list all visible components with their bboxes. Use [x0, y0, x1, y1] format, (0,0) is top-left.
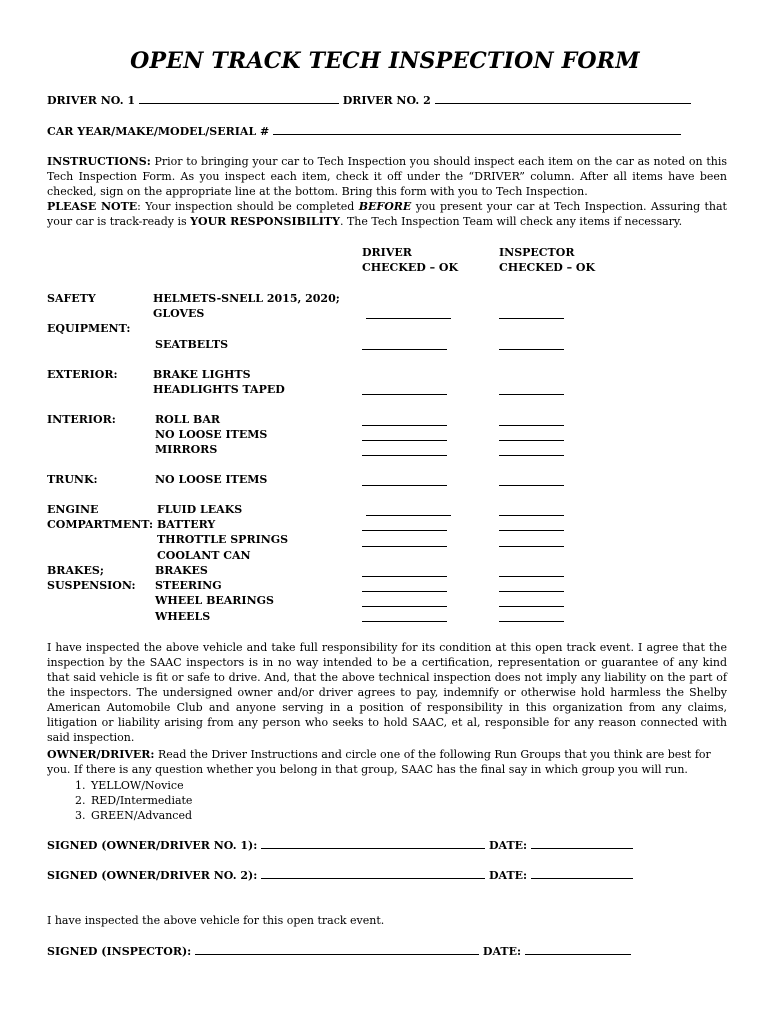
driver-check-headlights[interactable] [362, 394, 447, 395]
note-text-3: . The Tech Inspection Team will check any items if necessary. [339, 215, 683, 228]
signature-row-driver2 [47, 868, 633, 882]
driver-check-steering[interactable] [362, 591, 447, 592]
driver1-field[interactable] [139, 93, 339, 104]
items-seatbelts: SEATBELTS [155, 338, 229, 351]
driver-check-interior-loose-items[interactable] [362, 440, 447, 441]
items-interior: ROLL BAR NO LOOSE ITEMS MIRRORS [155, 413, 268, 457]
instructions-label: INSTRUCTIONS: [47, 155, 151, 168]
driver-column-header [362, 245, 458, 275]
category-exterior: EXTERIOR: [47, 368, 118, 381]
date-driver2-field[interactable] [531, 868, 633, 879]
note-text-1: : Your inspection should be completed [137, 200, 359, 213]
owner-driver-label: OWNER/DRIVER: [47, 748, 155, 761]
inspector-column-subtitle: CHECKED – OK [499, 261, 596, 274]
inspector-column-title: INSPECTOR [499, 246, 575, 259]
category-interior: INTERIOR: [47, 413, 116, 426]
driver-check-throttle-springs[interactable] [362, 546, 447, 547]
signed-driver2-label: SIGNED (OWNER/DRIVER NO. 2): [47, 869, 258, 882]
inspector-check-interior-loose-items[interactable] [499, 440, 564, 441]
date-label: DATE: [489, 869, 528, 882]
items-exterior: BRAKE LIGHTS HEADLIGHTS TAPED [153, 368, 285, 397]
driver-check-battery[interactable] [362, 530, 447, 531]
inspector-check-wheel-bearings[interactable] [499, 606, 564, 607]
owner-driver-instructions [47, 747, 727, 777]
please-note-label: PLEASE NOTE [47, 200, 138, 213]
driver-row [47, 93, 691, 107]
driver-check-wheels[interactable] [362, 621, 447, 622]
category-engine: ENGINE COMPARTMENT: [47, 503, 154, 532]
liability-statement: I have inspected the above vehicle and take full responsibility for its condition at this open track event. I agree that the inspection by the SAAC inspectors is in no way intended to be a certification, representation or guarantee of any kind that said vehicle is fit or safe to drive. And, that the above technical inspection does not imply any liability on the part of the inspectors. The undersigned owner and/or driver agrees to pay, indemnify or otherwise hold harmless the Shelby American Automobile Club and anyone serving in a position of responsibility in this organization from any claims, litigation or liability arising from any person who seeks to hold SAAC, et al, responsible for any reason connected with said inspection. [47, 641, 727, 744]
run-group-item[interactable]: 2. RED/Intermediate [89, 793, 192, 808]
inspector-check-brakes[interactable] [499, 576, 564, 577]
signature-driver1-field[interactable] [261, 838, 485, 849]
driver1-label: DRIVER NO. 1 [47, 94, 136, 107]
before-emphasis: BEFORE [358, 200, 412, 213]
driver-check-fluid-leaks[interactable] [366, 515, 451, 516]
inspector-check-seatbelts[interactable] [499, 349, 564, 350]
driver2-field[interactable] [435, 93, 691, 104]
car-field[interactable] [273, 124, 681, 135]
inspector-check-mirrors[interactable] [499, 455, 564, 456]
signature-driver2-field[interactable] [261, 868, 485, 879]
driver-check-brakes[interactable] [362, 576, 447, 577]
responsibility-emphasis: YOUR RESPONSIBILITY [190, 215, 340, 228]
run-groups-list [47, 778, 192, 824]
signature-row-driver1 [47, 838, 633, 852]
owner-driver-text: Read the Driver Instructions and circle one of the following Run Groups that you think are best for you. If there is any question whether you belong in that group, SAAC has the final say in which group you will run. [47, 748, 711, 776]
date-driver1-field[interactable] [531, 838, 633, 849]
inspector-check-headlights[interactable] [499, 394, 564, 395]
date-label: DATE: [489, 839, 528, 852]
driver-check-wheel-bearings[interactable] [362, 606, 447, 607]
signature-inspector-field[interactable] [195, 944, 479, 955]
car-label: CAR YEAR/MAKE/MODEL/SERIAL # [47, 125, 270, 138]
inspector-check-steering[interactable] [499, 591, 564, 592]
driver-check-seatbelts[interactable] [362, 349, 447, 350]
items-engine: FLUID LEAKS BATTERY THROTTLE SPRINGS COOLANT CAN [157, 503, 289, 562]
signed-driver1-label: SIGNED (OWNER/DRIVER NO. 1): [47, 839, 258, 852]
category-equipment: EQUIPMENT: [47, 322, 131, 335]
run-group-item[interactable]: 1. YELLOW/Novice [89, 778, 192, 793]
category-safety: SAFETY [47, 292, 96, 305]
date-inspector-field[interactable] [525, 944, 631, 955]
category-trunk: TRUNK: [47, 473, 98, 486]
inspector-check-battery[interactable] [499, 530, 564, 531]
date-label: DATE: [482, 945, 522, 958]
inspector-statement: I have inspected the above vehicle for this open track event. [47, 914, 385, 927]
items-brakes: BRAKES STEERING WHEEL BEARINGS WHEELS [155, 564, 274, 623]
inspector-check-roll-bar[interactable] [499, 425, 564, 426]
driver-check-mirrors[interactable] [362, 455, 447, 456]
please-note-paragraph [47, 199, 727, 229]
inspector-check-trunk-loose-items[interactable] [499, 485, 564, 486]
driver-check-trunk-loose-items[interactable] [362, 485, 447, 486]
inspector-check-throttle-springs[interactable] [499, 546, 564, 547]
items-trunk: NO LOOSE ITEMS [155, 473, 268, 486]
driver2-label: DRIVER NO. 2 [342, 94, 431, 107]
signed-inspector-label: SIGNED (INSPECTOR): [47, 945, 192, 958]
driver-check-roll-bar[interactable] [362, 425, 447, 426]
driver-check-helmets[interactable] [366, 318, 451, 319]
driver-column-title: DRIVER [362, 246, 412, 259]
note-text-2: you present your car at Tech Inspection. Assuring that your car is track-ready is [47, 200, 727, 228]
instructions-text: Prior to bringing your car to Tech Inspection you should inspect each item on the car as noted on this Tech Inspection Form. As you inspect each item, check it off under the “DRIVER” column. After all items have been checked, sign on the appropriate line at the bottom. Bring this form with you to Tech Inspection. [47, 155, 727, 198]
inspector-check-wheels[interactable] [499, 621, 564, 622]
page-title: OPEN TRACK TECH INSPECTION FORM [130, 48, 640, 74]
instructions-block [47, 154, 727, 229]
run-group-item[interactable]: 3. GREEN/Advanced [89, 808, 192, 823]
driver-column-subtitle: CHECKED – OK [362, 261, 459, 274]
car-row [47, 124, 681, 138]
instructions-paragraph [47, 154, 727, 199]
inspector-check-fluid-leaks[interactable] [499, 515, 564, 516]
inspector-check-helmets[interactable] [499, 318, 564, 319]
items-helmets: HELMETS-SNELL 2015, 2020; GLOVES [153, 292, 340, 321]
signature-row-inspector [47, 944, 631, 958]
inspector-column-header [499, 245, 595, 275]
category-brakes-suspension: BRAKES; SUSPENSION: [47, 564, 136, 593]
